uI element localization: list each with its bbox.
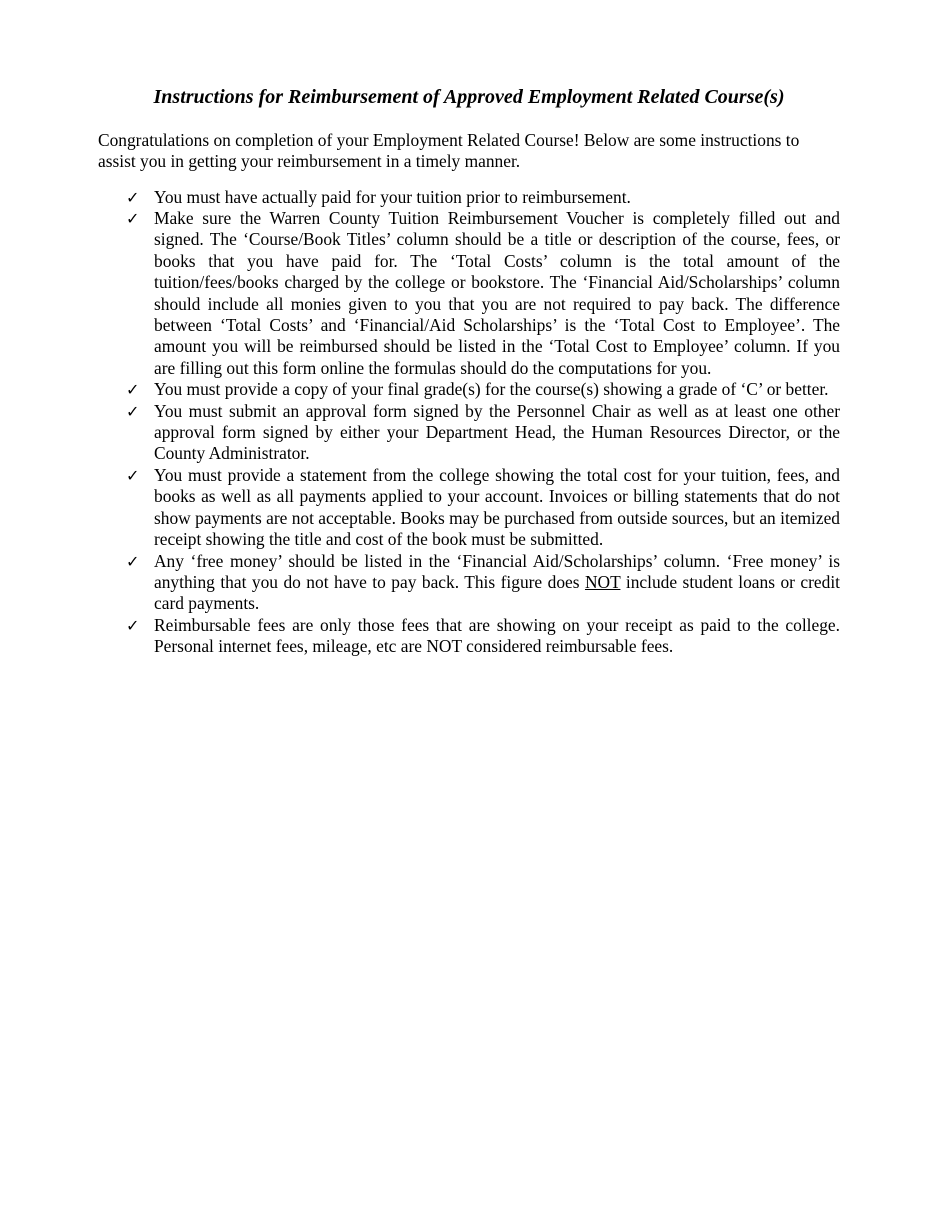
document-page bbox=[98, 84, 840, 658]
checkmark-icon: ✓ bbox=[126, 615, 140, 635]
intro-paragraph: Congratulations on completion of your Employment Related Course! Below are some instructions to assist you in getting your reimbursement in a timely manner. bbox=[98, 130, 800, 172]
instruction-text: You must provide a statement from the college showing the total cost for your tuition, fees, and books as well as all payments applied to your account. Invoices or billing statements that do not show payments are not acceptable. Books may be purchased from outside sources, but an itemized receipt showing the title and cost of the book must be submitted. bbox=[154, 464, 840, 550]
checkmark-icon: ✓ bbox=[126, 187, 140, 207]
checkmark-icon: ✓ bbox=[126, 401, 140, 421]
instruction-text-part: include student loans or credit card payments. bbox=[154, 571, 841, 614]
checkmark-icon: ✓ bbox=[126, 551, 140, 571]
instruction-item-final-grade bbox=[98, 379, 840, 400]
instruction-text: You must provide a copy of your final grade(s) for the course(s) showing a grade of ‘C’ or better. bbox=[154, 379, 829, 400]
instruction-item-approval-form bbox=[98, 401, 840, 465]
instruction-item-college-statement bbox=[98, 465, 840, 551]
instruction-list bbox=[98, 187, 840, 658]
checkmark-icon: ✓ bbox=[126, 465, 140, 485]
instruction-text: You must submit an approval form signed by the Personnel Chair as well as at least one other approval form signed by either your Department Head, the Human Resources Director, or the County Administrator. bbox=[154, 400, 840, 464]
instruction-item-paid-tuition bbox=[98, 187, 840, 208]
instruction-item-voucher bbox=[98, 208, 840, 379]
instruction-text: You must have actually paid for your tuition prior to reimbursement. bbox=[154, 186, 631, 207]
instruction-text: Make sure the Warren County Tuition Reimbursement Voucher is completely filled out and signed. The ‘Course/Book Titles’ column should be a title or description of the course, fees, or books that you have paid for. The ‘Total Costs’ column is the total amount of the tuition/fees/books charged by the college or bookstore. The ‘Financial Aid/Scholarships’ column should include all monies given to you that you are not required to pay back. The difference between ‘Total Costs’ and ‘Financial/Aid Scholarships’ is the ‘Total Cost to Employee’. The amount you will be reimbursed should be listed in the ‘Total Cost to Employee’ column. If you are filling out this form online the formulas should do the computations for you. bbox=[154, 208, 840, 378]
instruction-item-reimbursable-fees bbox=[98, 615, 840, 658]
instruction-text: Reimbursable fees are only those fees that are showing on your receipt as paid to the college. Personal internet fees, mileage, etc are NOT considered reimbursable fees. bbox=[154, 614, 840, 657]
instruction-text-part: Any ‘free money’ should be listed in the ‘Financial Aid/Scholarships’ column. ‘Free money’ is anything that you do not have to pay back. This figure does bbox=[154, 550, 840, 592]
instruction-item-free-money bbox=[98, 551, 840, 615]
checkmark-icon: ✓ bbox=[126, 209, 140, 228]
checkmark-icon: ✓ bbox=[126, 380, 140, 400]
underlined-emphasis: NOT bbox=[584, 571, 621, 592]
page-title: Instructions for Reimbursement of Approved Employment Related Course(s) bbox=[153, 86, 785, 108]
